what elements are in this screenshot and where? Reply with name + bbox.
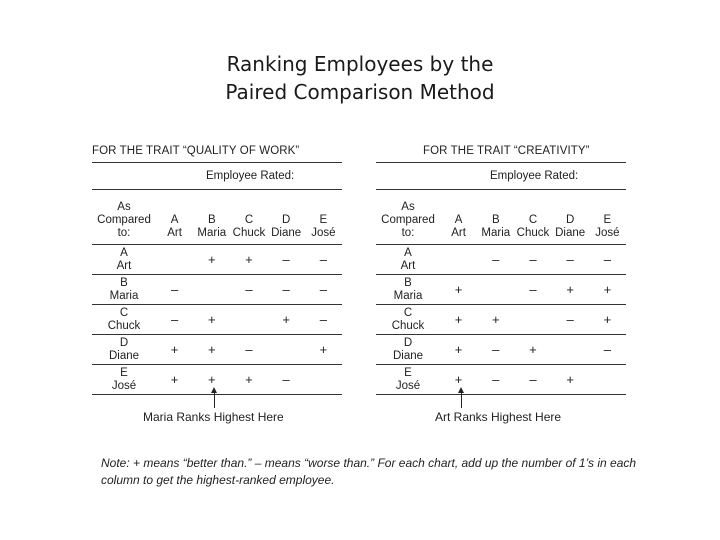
row-label: D Diane: [376, 335, 440, 365]
table-cell: +: [156, 365, 193, 395]
table-cell: +: [589, 305, 626, 335]
column-header: D Diane: [552, 190, 589, 245]
arrow-up-icon: [461, 392, 462, 408]
table-cell: –: [305, 305, 342, 335]
chart-caption: Art Ranks Highest Here: [435, 410, 562, 424]
table-cell: –: [305, 275, 342, 305]
table-cell: +: [230, 245, 267, 275]
creativity-chart: [376, 140, 626, 395]
table-cell: –: [156, 275, 193, 305]
employee-rated-label: Employee Rated:: [376, 163, 626, 190]
row-label: D Diane: [92, 335, 156, 365]
table-cell: [230, 305, 267, 335]
as-compared-to-label: As Compared to:: [92, 190, 156, 245]
table-row: [92, 335, 342, 365]
row-label: E José: [376, 365, 440, 395]
table-cell: –: [552, 305, 589, 335]
table-header-row: [92, 190, 342, 245]
table-cell: –: [477, 365, 514, 395]
table-cell: –: [305, 245, 342, 275]
table-cell: [268, 335, 305, 365]
table-cell: [477, 275, 514, 305]
table-row: [92, 365, 342, 395]
column-header: B Maria: [477, 190, 514, 245]
table-cell: +: [514, 335, 551, 365]
table-row: [376, 275, 626, 305]
column-header: C Chuck: [514, 190, 551, 245]
table-cell: –: [268, 275, 305, 305]
title-line-2: Paired Comparison Method: [225, 80, 495, 104]
column-header: E José: [589, 190, 626, 245]
trait-heading: FOR THE TRAIT “CREATIVITY”: [376, 140, 626, 163]
table-cell: +: [193, 335, 230, 365]
column-header: D Diane: [268, 190, 305, 245]
table-cell: +: [477, 305, 514, 335]
table-cell: –: [230, 335, 267, 365]
table-cell: +: [193, 365, 230, 395]
table-cell: +: [230, 365, 267, 395]
table-cell: +: [440, 275, 477, 305]
table-row: [376, 305, 626, 335]
column-header: A Art: [440, 190, 477, 245]
column-header: B Maria: [193, 190, 230, 245]
table-cell: –: [514, 275, 551, 305]
column-header: C Chuck: [230, 190, 267, 245]
table-cell: [440, 245, 477, 275]
row-label: B Maria: [376, 275, 440, 305]
row-label: E José: [92, 365, 156, 395]
table-cell: –: [230, 275, 267, 305]
table-cell: +: [156, 335, 193, 365]
page-title: [0, 50, 720, 106]
row-label: B Maria: [92, 275, 156, 305]
table-cell: +: [305, 335, 342, 365]
table-cell: +: [440, 305, 477, 335]
table-cell: +: [193, 245, 230, 275]
table-cell: +: [193, 305, 230, 335]
table-cell: –: [514, 245, 551, 275]
table-header-row: [376, 190, 626, 245]
employee-rated-label: Employee Rated:: [92, 163, 342, 190]
table-cell: –: [156, 305, 193, 335]
table-cell: +: [440, 365, 477, 395]
table-cell: +: [440, 335, 477, 365]
table-cell: –: [268, 365, 305, 395]
table-cell: [305, 365, 342, 395]
table-cell: +: [589, 275, 626, 305]
table-cell: [589, 365, 626, 395]
table-row: [376, 335, 626, 365]
as-compared-to-label: As Compared to:: [376, 190, 440, 245]
row-label: C Chuck: [92, 305, 156, 335]
row-label: A Art: [376, 245, 440, 275]
chart-caption: Maria Ranks Highest Here: [143, 410, 284, 424]
column-header: A Art: [156, 190, 193, 245]
comparison-table: [376, 190, 626, 395]
table-cell: [156, 245, 193, 275]
table-cell: [514, 305, 551, 335]
table-cell: –: [477, 335, 514, 365]
table-cell: –: [589, 335, 626, 365]
table-cell: +: [552, 365, 589, 395]
table-row: [376, 365, 626, 395]
arrow-up-icon: [214, 392, 215, 408]
title-line-1: Ranking Employees by the: [226, 52, 494, 76]
table-cell: –: [477, 245, 514, 275]
comparison-table: [92, 190, 342, 395]
table-row: [92, 275, 342, 305]
table-cell: +: [552, 275, 589, 305]
table-row: [376, 245, 626, 275]
table-cell: +: [268, 305, 305, 335]
column-header: E José: [305, 190, 342, 245]
table-cell: –: [268, 245, 305, 275]
table-row: [92, 245, 342, 275]
table-row: [92, 305, 342, 335]
row-label: A Art: [92, 245, 156, 275]
row-label: C Chuck: [376, 305, 440, 335]
quality-of-work-chart: [92, 140, 342, 395]
table-cell: –: [514, 365, 551, 395]
trait-heading: FOR THE TRAIT “QUALITY OF WORK”: [92, 140, 342, 163]
table-cell: [193, 275, 230, 305]
table-cell: –: [589, 245, 626, 275]
table-cell: –: [552, 245, 589, 275]
footnote: Note: + means “better than.” – means “worse than.” For each chart, add up the number of 1’s in each column to get the highest-ranked employee.: [101, 456, 637, 487]
table-cell: [552, 335, 589, 365]
